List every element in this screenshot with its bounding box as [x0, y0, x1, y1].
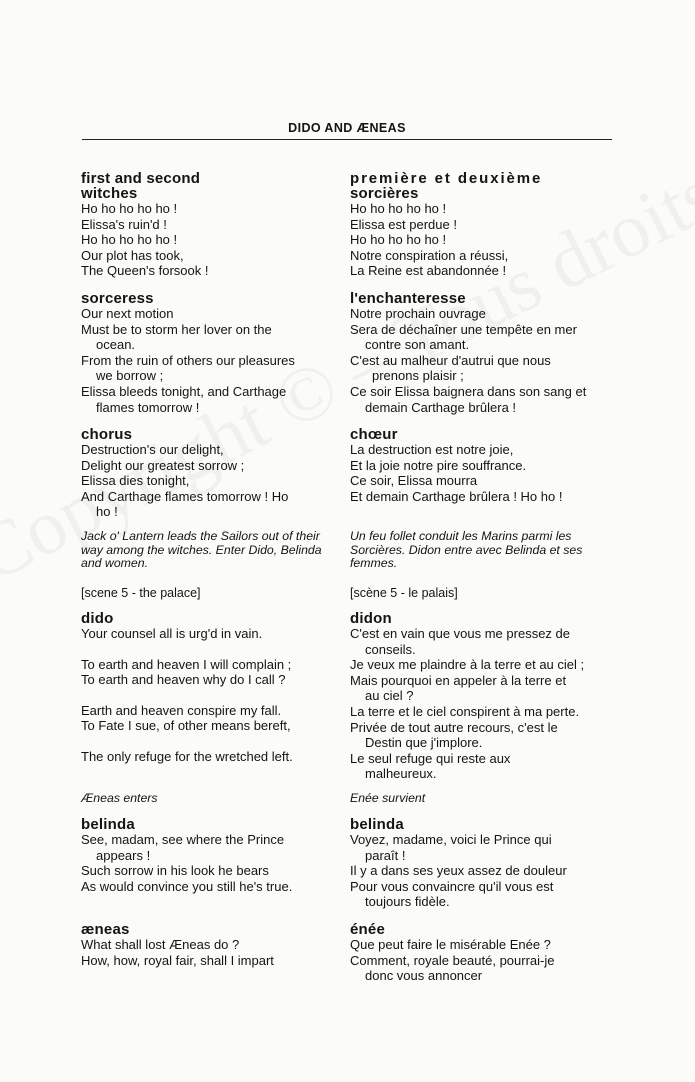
- verse-line: Earth and heaven conspire my fall.: [81, 702, 282, 718]
- verse-line: conseils.: [365, 641, 416, 657]
- speaker-name: didon: [350, 610, 392, 627]
- verse-line: Il y a dans ses yeux assez de douleur: [350, 863, 567, 879]
- verse-line: Destruction's our delight,: [81, 442, 224, 457]
- fr-sorceress-block: [350, 291, 616, 415]
- verse-line: Le seul refuge qui reste aux: [350, 750, 511, 766]
- verse-line: Elissa's ruin'd !: [81, 216, 167, 232]
- verse-line: To earth and heaven I will complain ;: [81, 656, 292, 672]
- speaker-name: énée: [350, 921, 385, 938]
- verse-line: Destin que j'implore.: [365, 735, 483, 751]
- verse-line: Ho ho ho ho ho !: [81, 201, 178, 216]
- verse-line: To earth and heaven why do I call ?: [81, 672, 286, 688]
- verse-line: How, how, royal fair, shall I impart: [81, 952, 274, 968]
- speaker-name: l'enchanteresse: [350, 290, 466, 307]
- verse-line: Must be to storm her lover on the: [81, 321, 272, 337]
- verse-line: Delight our greatest sorrow ;: [81, 457, 245, 473]
- verse-line: Notre prochain ouvrage: [350, 306, 486, 321]
- en-belinda-block: [81, 817, 339, 894]
- speaker-name: first and second: [81, 170, 201, 187]
- verse-line: donc vous annoncer: [365, 968, 483, 984]
- fr-witches-block: [350, 171, 616, 279]
- speaker-name: dido: [81, 610, 114, 627]
- scene-heading: [scene 5 - the palace]: [81, 586, 201, 600]
- verse-line: From the ruin of others our pleasures: [81, 352, 295, 368]
- verse-line: Comment, royale beauté, pourrai-je: [350, 952, 555, 968]
- verse-line: Pour vous convaincre qu'il vous est: [350, 878, 554, 894]
- verse-line: prenons plaisir ;: [372, 368, 464, 384]
- verse-line: Elissa est perdue !: [350, 216, 457, 232]
- verse-line: Elissa dies tonight,: [81, 473, 190, 489]
- verse-line: Que peut faire le misérable Enée ?: [350, 937, 551, 952]
- verse-line: Sera de déchaîner une tempête en mer: [350, 321, 577, 337]
- verse-line: To Fate I sue, of other means bereft,: [81, 718, 291, 734]
- verse-line: The Queen's forsook !: [81, 263, 209, 279]
- verse-line: Je veux me plaindre à la terre et au ciel ;: [350, 657, 585, 673]
- verse-line: La destruction est notre joie,: [350, 442, 514, 457]
- stage-direction: Æneas enters: [81, 791, 158, 805]
- verse-line: Our plot has took,: [81, 247, 184, 263]
- speaker-name: belinda: [350, 816, 404, 833]
- verse-line: toujours fidèle.: [365, 894, 450, 910]
- verse-line: Elissa bleeds tonight, and Carthage: [81, 383, 287, 399]
- stage-direction: Enée survient: [350, 791, 426, 805]
- verse-line: See, madam, see where the Prince: [81, 832, 285, 847]
- verse-line: Ho ho ho ho ho !: [81, 232, 178, 248]
- verse-line: The only refuge for the wretched left.: [81, 748, 293, 764]
- verse-line: malheureux.: [365, 766, 437, 782]
- speaker-name: æneas: [81, 921, 130, 938]
- speaker-name: chorus: [81, 426, 133, 443]
- speaker-name: witches: [81, 185, 138, 202]
- verse-line: flames tomorrow !: [96, 399, 200, 415]
- header-rule: [82, 139, 612, 140]
- verse-line: Ce soir Elissa baignera dans son sang et: [350, 383, 587, 399]
- fr-belinda-block: [350, 817, 616, 910]
- stage-direction: Un feu follet conduit les Marins parmi les Sorcières. Didon entre avec Belinda et ses femmes.: [350, 529, 583, 570]
- verse-line: Voyez, madame, voici le Prince qui: [350, 832, 552, 847]
- en-chorus-block: [81, 427, 339, 520]
- page-title: DIDO AND ÆNEAS: [288, 121, 406, 135]
- scene-heading: [scène 5 - le palais]: [350, 586, 458, 600]
- fr-chorus-block: [350, 427, 616, 504]
- fr-dido-block: [350, 611, 616, 782]
- en-aeneas-block: [81, 922, 339, 968]
- verse-line: Notre conspiration a réussi,: [350, 247, 509, 263]
- verse-line: contre son amant.: [365, 337, 470, 353]
- verse-line: Our next motion: [81, 306, 174, 321]
- verse-line: Privée de tout autre recours, c'est le: [350, 719, 558, 735]
- fr-aeneas-block: [350, 922, 616, 984]
- speaker-name: belinda: [81, 816, 135, 833]
- verse-line: Mais pourquoi en appeler à la terre et: [350, 672, 567, 688]
- verse-line: au ciel ?: [365, 688, 414, 704]
- verse-line: Et demain Carthage brûlera ! Ho ho !: [350, 488, 563, 504]
- verse-line: demain Carthage brûlera !: [365, 399, 517, 415]
- verse-line: appears !: [96, 847, 151, 863]
- verse-line: As would convince you still he's true.: [81, 878, 293, 894]
- verse-line: Et la joie notre pire souffrance.: [350, 457, 527, 473]
- en-dido-block: [81, 611, 339, 765]
- verse-line: And Carthage flames tomorrow ! Ho: [81, 488, 289, 504]
- speaker-name: première et deuxième: [350, 170, 543, 187]
- verse-line: Ho ho ho ho ho !: [350, 201, 447, 216]
- verse-line: What shall lost Æneas do ?: [81, 937, 240, 952]
- speaker-name: sorceress: [81, 290, 154, 307]
- verse-line: Ce soir, Elissa mourra: [350, 473, 478, 489]
- verse-line: ocean.: [96, 337, 136, 353]
- verse-line: paraît !: [365, 847, 406, 863]
- verse-line: La Reine est abandonnée !: [350, 263, 507, 279]
- speaker-name: sorcières: [350, 185, 419, 202]
- stage-direction: Jack o' Lantern leads the Sailors out of their way among the witches. Enter Dido, Belinda and women.: [81, 529, 322, 570]
- verse-line: C'est en vain que vous me pressez de: [350, 626, 570, 641]
- verse-line: we borrow ;: [96, 368, 164, 384]
- verse-line: C'est au malheur d'autrui que nous: [350, 352, 551, 368]
- verse-line: ho !: [96, 504, 118, 520]
- verse-line: Such sorrow in his look he bears: [81, 863, 269, 879]
- en-sorceress-block: [81, 291, 339, 415]
- en-witches-block: [81, 171, 339, 279]
- verse-line: Your counsel all is urg'd in vain.: [81, 626, 263, 641]
- speaker-name: chœur: [350, 426, 398, 443]
- verse-line: Ho ho ho ho ho !: [350, 232, 447, 248]
- verse-line: La terre et le ciel conspirent à ma perte.: [350, 703, 580, 719]
